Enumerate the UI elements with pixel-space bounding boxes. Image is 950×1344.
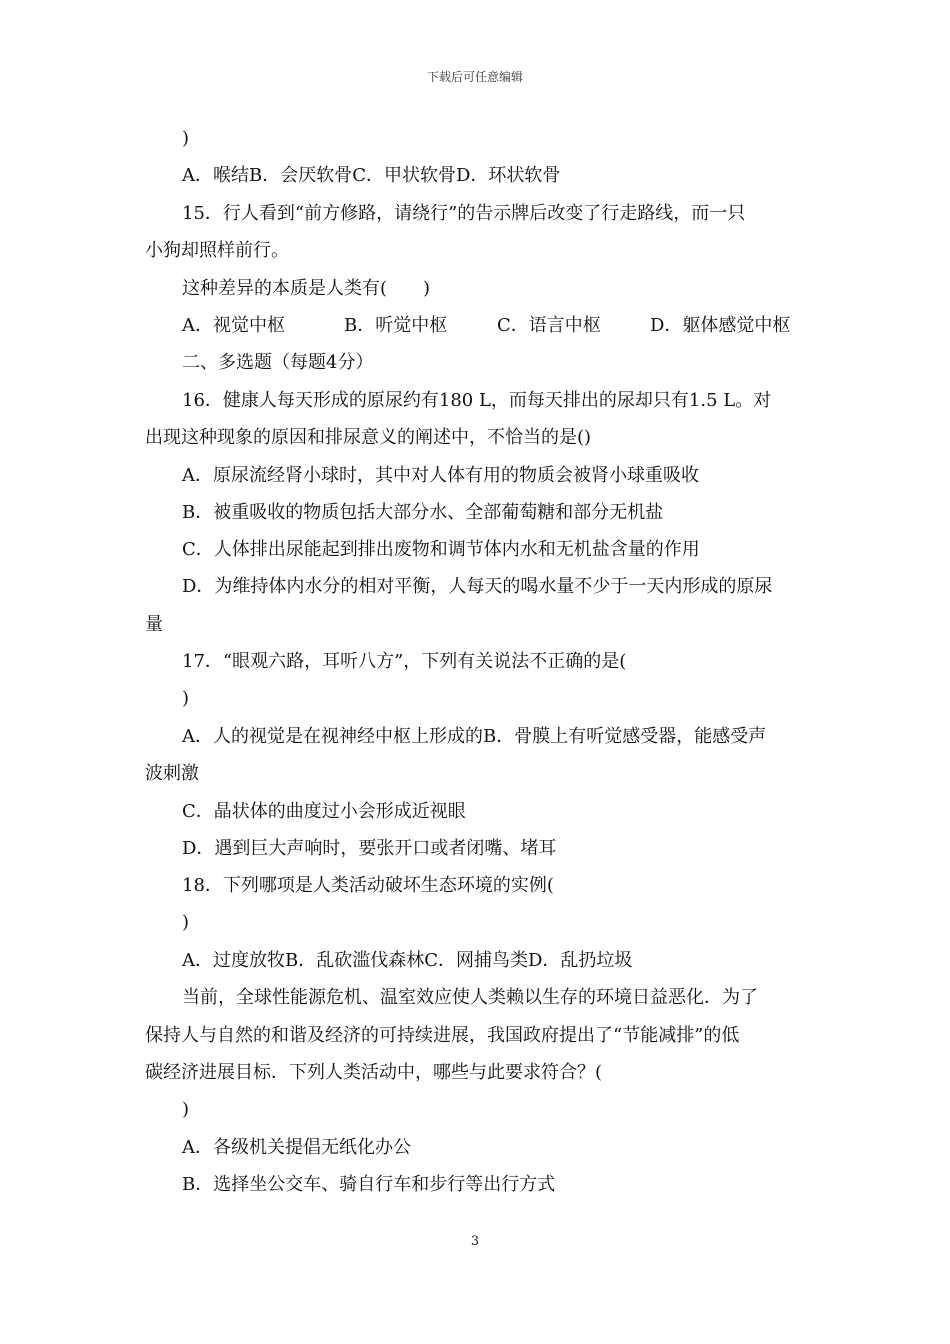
q15-options	[182, 314, 790, 338]
q19-text-line2: 保持人与自然的和谐及经济的可持续进展，我国政府提出了“节能减排”的低	[145, 1025, 740, 1046]
q17-text: 17．“眼观六路，耳听八方”，下列有关说法不正确的是(	[182, 651, 627, 672]
q15-option-a: A．视觉中枢	[182, 315, 285, 336]
q15-text-line1: 15．行人看到“前方修路，请绕行”的告示牌后改变了行走路线，而一只	[182, 203, 746, 224]
q17-options-line1: A．人的视觉是在视神经中枢上形成的B．骨膜上有听觉感受器，能感受声	[182, 726, 767, 747]
q16-text-line1: 16．健康人每天形成的原尿约有180 L，而每天排出的尿却只有1.5 L。对	[182, 390, 772, 411]
q19-option-b: B．选择坐公交车、骑自行车和步行等出行方式	[182, 1174, 556, 1195]
q16-option-a: A．原尿流经肾小球时，其中对人体有用的物质会被肾小球重吸收	[182, 465, 699, 486]
paren-line: )	[182, 1099, 190, 1120]
q16-option-d-line2: 量	[145, 614, 163, 635]
q19-text-line1: 当前，全球性能源危机、温室效应使人类赖以生存的环境日益恶化．为了	[182, 987, 758, 1008]
q15-text-line2: 小狗却照样前行。	[145, 240, 289, 261]
q15-option-b: B．听觉中枢	[344, 315, 448, 336]
page-header: 下载后可任意编辑	[426, 70, 523, 84]
q16-option-c: C．人体排出尿能起到排出废物和调节体内水和无机盐含量的作用	[182, 539, 700, 560]
q16-text-line2: 出现这种现象的原因和排尿意义的阐述中，不恰当的是()	[145, 427, 592, 448]
section-heading: 二、多选题（每题4分）	[182, 352, 374, 373]
q19-option-a: A．各级机关提倡无纸化办公	[182, 1137, 411, 1158]
page-number: 3	[470, 1234, 480, 1249]
q17-options-line2: 波刺激	[145, 763, 199, 784]
q15-option-d: D．躯体感觉中枢	[650, 315, 791, 336]
q14-options: A．喉结B．会厌软骨C．甲状软骨D．环状软骨	[182, 165, 561, 186]
q15-question: 这种差异的本质是人类有( )	[182, 278, 431, 299]
q16-option-d-line1: D．为维持体内水分的相对平衡，人每天的喝水量不少于一天内形成的原尿	[182, 576, 773, 597]
q17-option-d: D．遇到巨大声响时，要张开口或者闭嘴、堵耳	[182, 838, 557, 859]
paren-line: )	[182, 688, 190, 709]
q18-options: A．过度放牧B．乱砍滥伐森林C．网捕鸟类D．乱扔垃圾	[182, 950, 633, 971]
q19-text-line3: 碳经济进展目标．下列人类活动中，哪些与此要求符合？(	[145, 1062, 603, 1083]
paren-line: )	[182, 128, 190, 149]
q18-text: 18．下列哪项是人类活动破坏生态环境的实例(	[182, 875, 554, 896]
q16-option-b: B．被重吸收的物质包括大部分水、全部葡萄糖和部分无机盐	[182, 502, 664, 523]
q15-option-c: C．语言中枢	[497, 315, 601, 336]
q17-option-c: C．晶状体的曲度过小会形成近视眼	[182, 801, 466, 822]
paren-line: )	[182, 912, 190, 933]
